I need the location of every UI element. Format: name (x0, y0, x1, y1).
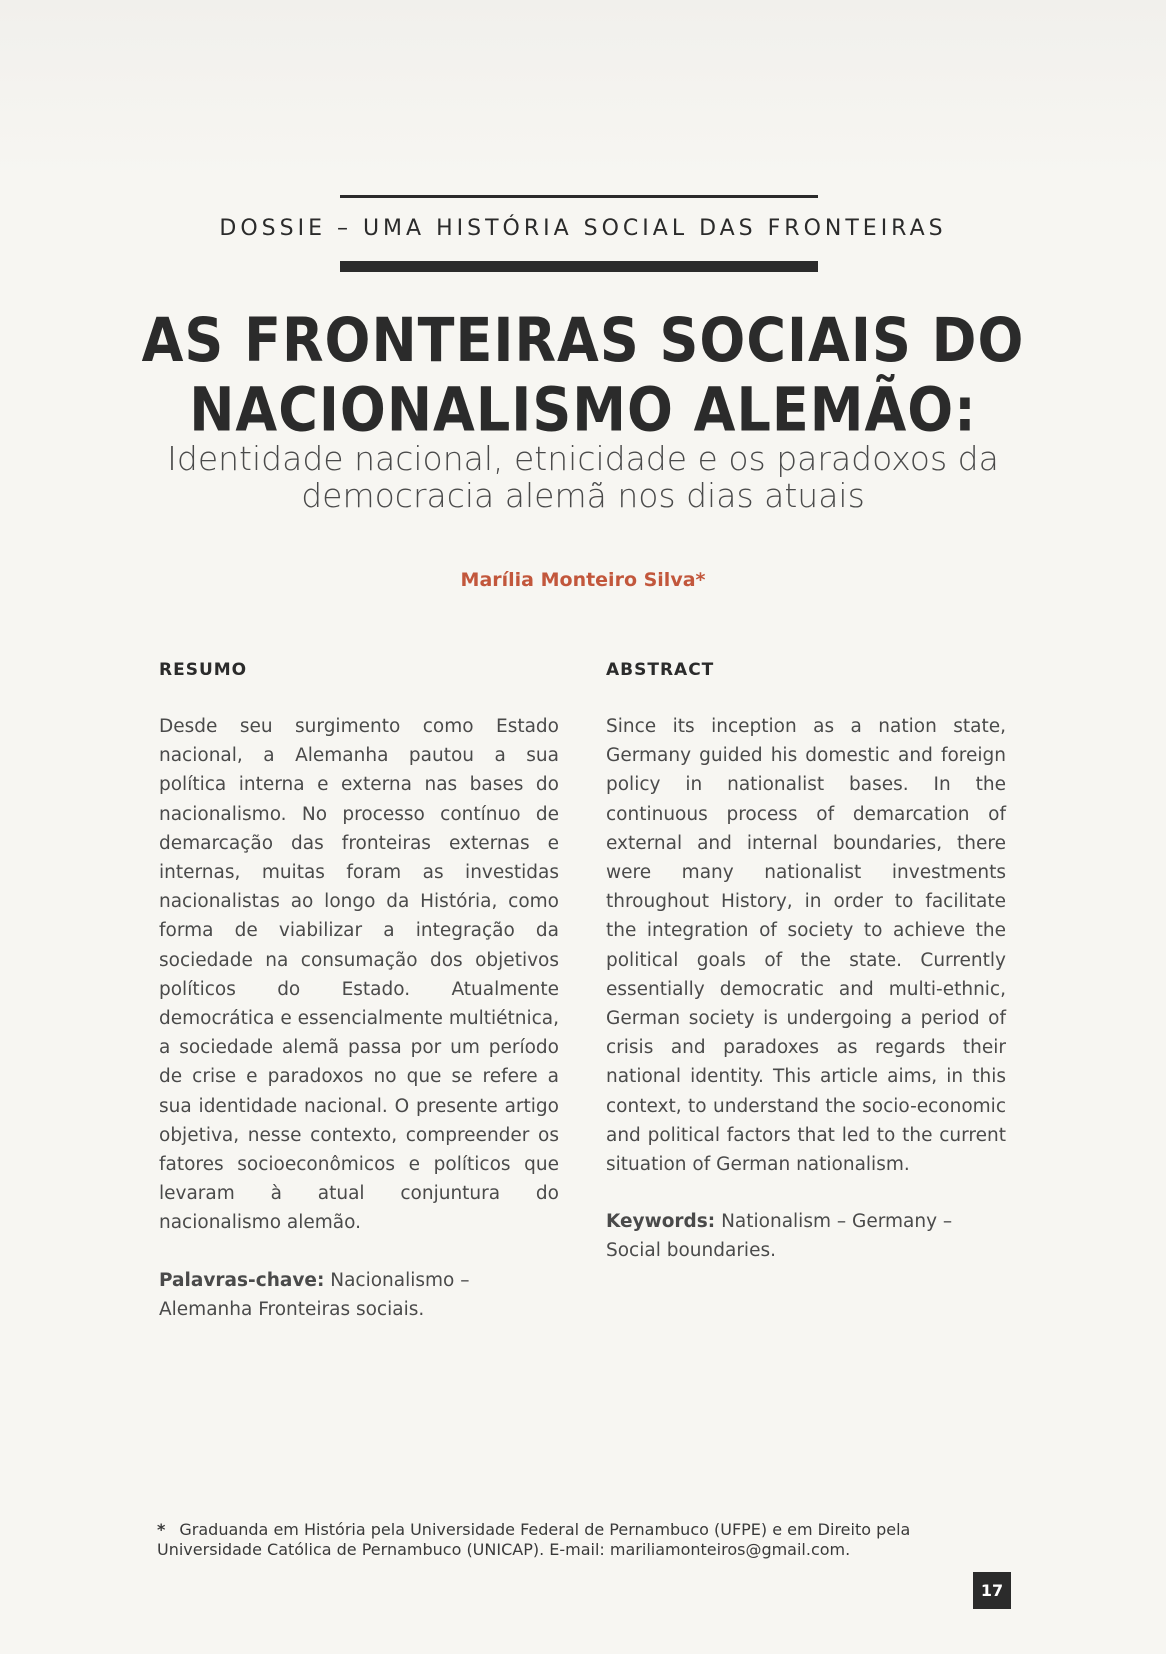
abstract-heading: ABSTRACT (606, 660, 715, 680)
resumo-keywords-values: Nacionalismo – Alemanha Fronteiras sociais. (159, 1269, 470, 1320)
abstract-column (606, 660, 1006, 1266)
page-number: 17 (973, 1572, 1011, 1609)
dossier-top-rule (340, 195, 818, 198)
article-subtitle: Identidade nacional, etnicidade e os paradoxos da democracia alemã nos dias atuais (167, 439, 999, 515)
abstract-keywords-values: Nationalism – Germany – Social boundaries. (606, 1211, 953, 1262)
author-footnote (157, 1520, 1010, 1560)
dossier-label: DOSSIE – UMA HISTÓRIA SOCIAL DAS FRONTEIRAS (219, 216, 947, 241)
footnote-text: Graduanda em História pela Universidade Federal de Pernambuco (UFPE) e em Direito pela Universidade Católica de Pernambuco (UNICAP). E-mail: mariliamonteiros@gmail.com. (157, 1520, 911, 1559)
article-author: Marília Monteiro Silva* (460, 569, 706, 591)
dossier-bottom-rule (340, 261, 818, 272)
page-header-shade (0, 0, 1166, 180)
abstract-text: Since its inception as a nation state, Germany guided his domestic and foreign policy in nationalist bases. In the continuous process of demarcation of external and internal boundaries, there were many nationalist investments throughout History, in order to facilitate the integration of society to achieve the political goals of the state. Currently essentially democratic and multi-ethnic, German society is undergoing a period of crisis and paradoxes as regards their national identity. This article aims, in this context, to understand the socio-economic and political factors that led to the current situation of German nationalism. (606, 716, 1006, 1176)
abstract-keywords-label: Keywords: (606, 1211, 716, 1233)
resumo-text: Desde seu surgimento como Estado nacional, a Alemanha pautou a sua política interna e externa nas bases do nacionalismo. No processo contínuo de demarcação das fronteiras externas e internas, muitas foram as investidas nacionalistas ao longo da História, como forma de viabilizar a integração da sociedade na consumação dos objetivos políticos do Estado. Atualmente democrática e essencialmente multiétnica, a sociedade alemã passa por um período de crise e paradoxos no que se refere a sua identidade nacional. O presente artigo objetiva, nesse contexto, compreender os fatores socioeconômicos e políticos que levaram à atual conjuntura do nacionalismo alemão. (159, 716, 559, 1234)
footnote-mark: * (157, 1520, 166, 1539)
article-title: AS FRONTEIRAS SOCIAIS DO NACIONALISMO ALEMÃO: (141, 304, 1025, 445)
resumo-keywords (159, 1266, 559, 1324)
resumo-column (159, 660, 559, 1324)
abstract-keywords (606, 1207, 1006, 1265)
resumo-keywords-label: Palavras-chave: (159, 1269, 325, 1291)
resumo-heading: RESUMO (159, 660, 248, 680)
